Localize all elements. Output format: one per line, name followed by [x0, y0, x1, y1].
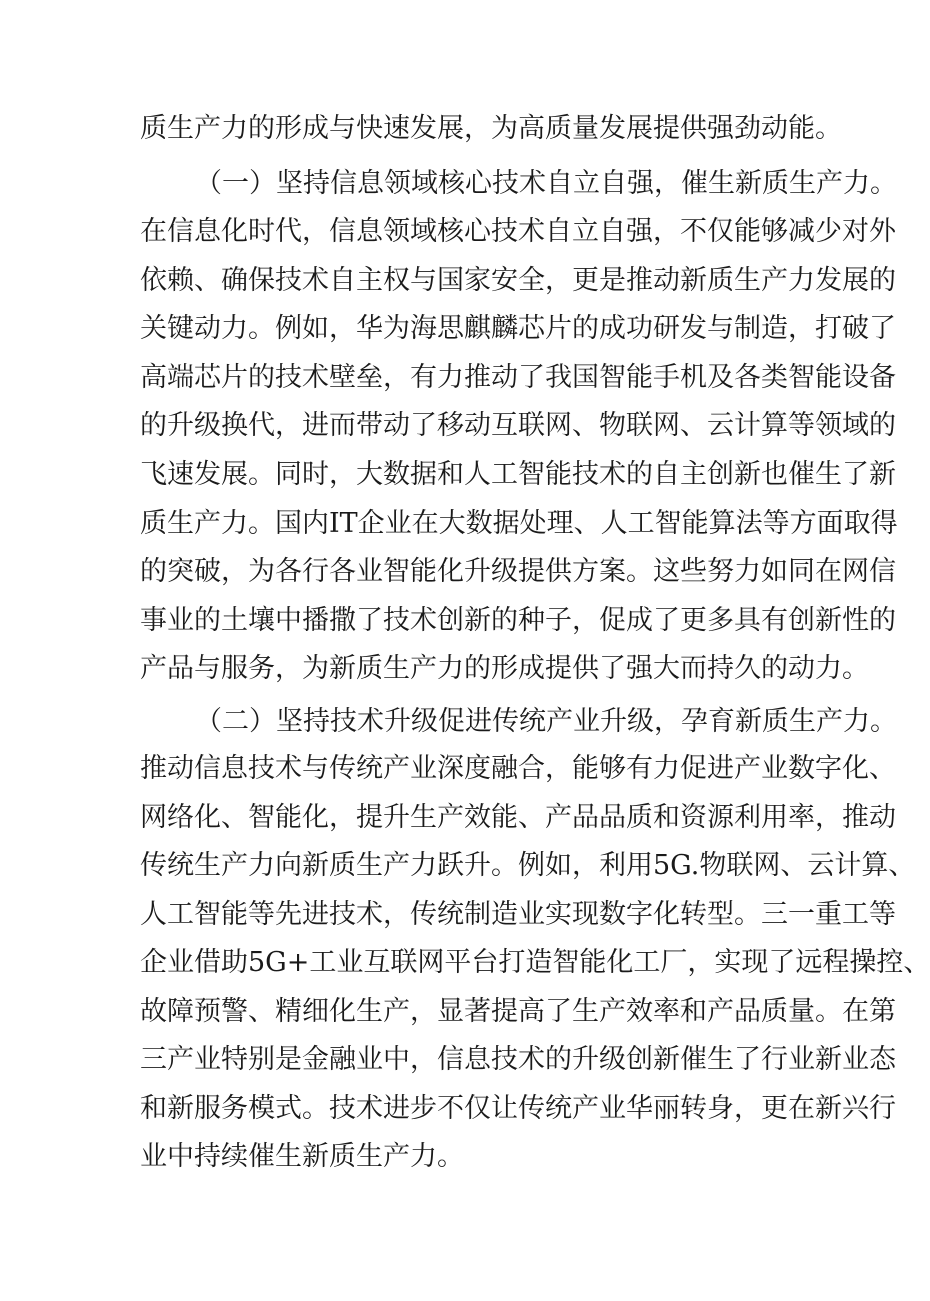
section1-line: 质生产力。国内IT企业在大数据处理、人工智能算法等方面取得: [140, 508, 898, 539]
section1-line: 的升级换代，进而带动了移动互联网、物联网、云计算等领域的: [140, 410, 896, 441]
section1-line: 依赖、确保技术自主权与国家安全，更是推动新质生产力发展的: [140, 265, 896, 296]
section1-line: 事业的土壤中播撒了技术创新的种子，促成了更多具有创新性的: [140, 605, 896, 636]
section2-line: 人工智能等先进技术，传统制造业实现数字化转型。三一重工等: [140, 899, 896, 930]
section2-line: 企业借助5G+工业互联网平台打造智能化工厂，实现了远程操控、: [140, 947, 930, 978]
section2-line: 推动信息技术与传统产业深度融合，能够有力促进产业数字化、: [140, 753, 896, 784]
section2-line: 故障预警、精细化生产，显著提高了生产效率和产品质量。在第: [140, 996, 896, 1027]
section1-line: 关键动力。例如，华为海思麒麟芯片的成功研发与制造，打破了: [140, 313, 896, 344]
section1-line: 在信息化时代，信息领域核心技术自立自强，不仅能够减少对外: [140, 216, 896, 247]
section2-heading: （二）坚持技术升级促进传统产业升级，孕育新质生产力。: [195, 706, 897, 737]
intro-line: 质生产力的形成与快速发展，为高质量发展提供强劲动能。: [140, 113, 842, 144]
section1-heading: （一）坚持信息领域核心技术自立自强，催生新质生产力。: [195, 168, 897, 199]
section2-line: 和新服务模式。技术进步不仅让传统产业华丽转身，更在新兴行: [140, 1093, 896, 1124]
section1-line: 高端芯片的技术壁垒，有力推动了我国智能手机及各类智能设备: [140, 362, 896, 393]
section1-line: 的突破，为各行各业智能化升级提供方案。这些努力如同在网信: [140, 556, 896, 587]
section2-line: 业中持续催生新质生产力。: [140, 1141, 464, 1172]
section2-line: 网络化、智能化，提升生产效能、产品品质和资源利用率，推动: [140, 802, 896, 833]
section1-line: 产品与服务，为新质生产力的形成提供了强大而持久的动力。: [140, 653, 869, 684]
section2-line: 传统生产力向新质生产力跃升。例如，利用5G.物联网、云计算、: [140, 850, 916, 881]
section2-line: 三产业特别是金融业中，信息技术的升级创新催生了行业新业态: [140, 1044, 896, 1075]
section1-line: 飞速发展。同时，大数据和人工智能技术的自主创新也催生了新: [140, 459, 896, 490]
